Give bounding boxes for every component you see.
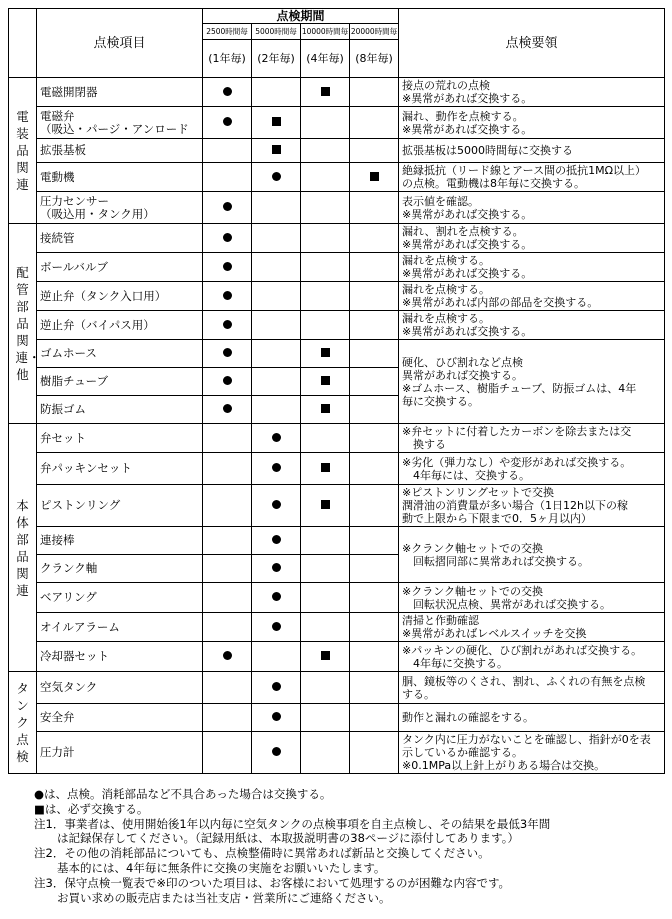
interval-cell	[350, 139, 399, 163]
interval-cell	[350, 555, 399, 583]
item-name: ピストンリング	[37, 485, 203, 527]
category-cell	[9, 224, 41, 424]
inspect-dot-icon	[272, 463, 281, 472]
inspect-dot-icon	[272, 682, 281, 691]
table-row	[9, 453, 665, 485]
interval-cell	[350, 282, 399, 311]
interval-cell	[301, 672, 350, 704]
inspection-schedule-table	[8, 8, 665, 774]
category-cell	[9, 78, 37, 224]
requirement-text: ※クランク軸セットでの交換 回転状況点検、異常があれば交換する。	[399, 583, 665, 613]
replace-square-icon	[321, 463, 330, 472]
table-row	[9, 340, 665, 368]
item-name: 逆止弁（タンク入口用）	[37, 282, 203, 311]
category-label: タンク点検	[16, 681, 29, 764]
inspect-dot-icon	[223, 348, 232, 357]
table-row	[9, 583, 665, 613]
replace-square-icon	[321, 500, 330, 509]
interval-cell	[203, 224, 252, 253]
year-8: (8年毎)	[350, 40, 399, 78]
item-name: 連接棒	[37, 527, 203, 555]
category-label: 電装品関連	[16, 109, 29, 192]
interval-20000: 20000時間毎	[350, 24, 399, 40]
item-name: 冷却器セット	[37, 642, 203, 672]
interval-cell	[301, 163, 350, 192]
table-row	[9, 732, 665, 774]
replace-square-icon	[272, 145, 281, 154]
interval-cell	[252, 613, 301, 642]
replace-square-icon	[272, 117, 281, 126]
inspect-dot-icon	[272, 535, 281, 544]
interval-cell	[203, 485, 252, 527]
item-name: 電磁開閉器	[37, 78, 203, 107]
interval-cell	[350, 368, 399, 396]
interval-cell	[350, 642, 399, 672]
interval-cell	[350, 396, 399, 424]
inspect-dot-icon	[272, 172, 281, 181]
requirement-text: ※クランク軸セットでの交換 回転摺同部に異常あれば交換する。	[399, 527, 665, 583]
requirement-text: 硬化、ひび割れなど点検 異常があれば交換する。 ※ゴムホース、樹脂チューブ、防振ゴムは、4年 毎に交換する。	[399, 340, 665, 424]
interval-cell	[203, 642, 252, 672]
table-row	[9, 163, 665, 192]
interval-cell	[203, 163, 252, 192]
interval-cell	[203, 78, 252, 107]
interval-cell	[203, 396, 252, 424]
item-name: 安全弁	[37, 704, 203, 732]
requirement-text: 表示値を確認。 ※異常があれば交換する。	[399, 192, 665, 224]
requirement-text: タンク内に圧力がないことを確認し、指針が0を表 示しているか確認する。 ※0.1MPa以上針上がりある場合は交換。	[399, 732, 665, 774]
inspect-dot-icon	[223, 233, 232, 242]
interval-cell	[301, 282, 350, 311]
interval-cell	[252, 78, 301, 107]
interval-cell	[350, 424, 399, 453]
table-row	[9, 485, 665, 527]
replace-square-icon	[321, 376, 330, 385]
category-cell	[9, 672, 37, 774]
interval-cell	[203, 527, 252, 555]
interval-cell	[301, 311, 350, 340]
interval-cell	[252, 192, 301, 224]
interval-cell	[252, 163, 301, 192]
table-row	[9, 253, 665, 282]
inspect-dot-icon	[223, 404, 232, 413]
table-row	[9, 139, 665, 163]
interval-5000: 5000時間毎	[252, 24, 301, 40]
category-cell	[9, 424, 37, 672]
interval-cell	[301, 396, 350, 424]
interval-cell	[350, 704, 399, 732]
replace-square-icon	[321, 87, 330, 96]
table-row	[9, 642, 665, 672]
interval-cell	[203, 253, 252, 282]
header-procedure: 点検要領	[399, 9, 665, 78]
interval-cell	[350, 583, 399, 613]
interval-cell	[203, 424, 252, 453]
interval-cell	[301, 642, 350, 672]
interval-cell	[301, 527, 350, 555]
interval-cell	[301, 139, 350, 163]
table-row	[9, 192, 665, 224]
inspect-dot-icon	[223, 291, 232, 300]
interval-cell	[350, 672, 399, 704]
inspect-dot-icon	[223, 117, 232, 126]
interval-cell	[350, 107, 399, 139]
interval-cell	[350, 78, 399, 107]
interval-cell	[203, 613, 252, 642]
interval-cell	[252, 555, 301, 583]
interval-cell	[301, 107, 350, 139]
year-2: (2年毎)	[252, 40, 301, 78]
replace-square-icon	[321, 348, 330, 357]
interval-cell	[252, 107, 301, 139]
interval-cell	[252, 732, 301, 774]
requirement-text: 絶縁抵抗（リード線とアース間の抵抗1MΩ以上） の点検。電動機は8年毎に交換する。	[399, 163, 665, 192]
table-row	[9, 672, 665, 704]
header-spacer	[9, 9, 37, 78]
inspect-dot-icon	[223, 376, 232, 385]
interval-cell	[350, 527, 399, 555]
table-row	[9, 613, 665, 642]
inspect-dot-icon	[272, 563, 281, 572]
interval-cell	[252, 672, 301, 704]
interval-cell	[203, 555, 252, 583]
replace-square-icon	[321, 404, 330, 413]
interval-cell	[203, 107, 252, 139]
item-name: 樹脂チューブ	[37, 368, 203, 396]
interval-cell	[301, 485, 350, 527]
item-name: 電磁弁 （吸込・パージ・アンロード	[37, 107, 203, 139]
item-name: 拡張基板	[37, 139, 203, 163]
interval-cell	[252, 704, 301, 732]
note-2: 注2．その他の消耗部品についても、点検整備時に異常あれば新品と交換してください。 基本的には、4年毎に無条件に交換の実施をお願いいたします。	[34, 846, 490, 875]
item-name: 空気タンク	[37, 672, 203, 704]
interval-cell	[252, 368, 301, 396]
interval-cell	[301, 340, 350, 368]
interval-cell	[301, 224, 350, 253]
interval-cell	[350, 311, 399, 340]
interval-cell	[350, 485, 399, 527]
interval-cell	[252, 224, 301, 253]
table-row	[9, 311, 665, 340]
interval-cell	[203, 368, 252, 396]
interval-cell	[350, 340, 399, 368]
item-name: 防振ゴム	[37, 396, 203, 424]
interval-cell	[252, 485, 301, 527]
note-legend-dot: ●は、点検。消耗部品など不具合あった場合は交換する。	[34, 787, 332, 801]
notes-section	[34, 787, 664, 905]
table-row	[9, 107, 665, 139]
requirement-text: 清掃と作動確認 ※異常があればレベルスイッチを交換	[399, 613, 665, 642]
requirement-text: 接点の荒れの点検 ※異常があれば交換する。	[399, 78, 665, 107]
item-name: ベアリング	[37, 583, 203, 613]
interval-cell	[301, 253, 350, 282]
interval-cell	[301, 78, 350, 107]
item-name: 電動機	[37, 163, 203, 192]
interval-cell	[203, 192, 252, 224]
interval-cell	[203, 311, 252, 340]
interval-cell	[203, 732, 252, 774]
header-item: 点検項目	[37, 9, 203, 78]
year-1: (1年毎)	[203, 40, 252, 78]
replace-square-icon	[370, 172, 379, 181]
interval-cell	[252, 424, 301, 453]
table-row	[9, 424, 665, 453]
interval-cell	[350, 163, 399, 192]
header-period: 点検期間	[203, 9, 399, 24]
inspect-dot-icon	[223, 202, 232, 211]
requirement-text: 漏れを点検する。 ※異常があれば交換する。	[399, 253, 665, 282]
category-label: 配管部品関連・他	[15, 265, 41, 382]
interval-cell	[203, 139, 252, 163]
table-row	[9, 78, 665, 107]
inspect-dot-icon	[223, 87, 232, 96]
replace-square-icon	[321, 651, 330, 660]
category-label: 本体部品関連	[16, 497, 29, 598]
table-row	[9, 704, 665, 732]
note-3: 注3．保守点検一覧表で※印のついた項目は、お客様において処理するのが困難な内容です。 お買い求めの販売店または当社支店・営業所にご連絡ください。	[34, 875, 511, 905]
inspect-dot-icon	[272, 592, 281, 601]
table-row	[9, 282, 665, 311]
interval-2500: 2500時間毎	[203, 24, 252, 40]
interval-cell	[252, 253, 301, 282]
interval-cell	[301, 613, 350, 642]
inspect-dot-icon	[272, 433, 281, 442]
inspect-dot-icon	[272, 747, 281, 756]
interval-cell	[203, 704, 252, 732]
requirement-text: 拡張基板は5000時間毎に交換する	[399, 139, 665, 163]
requirement-text: 漏れ、割れを点検する。 ※異常があれば交換する。	[399, 224, 665, 253]
table-row	[9, 224, 665, 253]
interval-cell	[301, 453, 350, 485]
interval-cell	[203, 583, 252, 613]
interval-cell	[350, 192, 399, 224]
item-name: 圧力計	[37, 732, 203, 774]
interval-cell	[350, 453, 399, 485]
interval-cell	[350, 613, 399, 642]
requirement-text: ※ピストンリングセットで交換 潤滑油の消費量が多い場合（1日12h以下の稼 動で上限から下限まで0．5ヶ月以内）	[399, 485, 665, 527]
interval-cell	[301, 192, 350, 224]
note-1: 注1．事業者は、使用開始後1年以内毎に空気タンクの点検事項を自主点検し、その結果を最低3年間 は記録保存してください。（記録用紙は、本取扱説明書の38ページに添付してあります。）	[34, 816, 551, 846]
inspect-dot-icon	[223, 262, 232, 271]
requirement-text: 漏れを点検する。 ※異常があれば内部の部品を交換する。	[399, 282, 665, 311]
item-name: 弁パッキンセット	[37, 453, 203, 485]
interval-cell	[252, 583, 301, 613]
interval-cell	[301, 704, 350, 732]
requirement-text: 動作と漏れの確認をする。	[399, 704, 665, 732]
interval-10000: 10000時間毎	[301, 24, 350, 40]
interval-cell	[301, 732, 350, 774]
item-name: オイルアラーム	[37, 613, 203, 642]
interval-cell	[350, 224, 399, 253]
requirement-text: ※弁セットに付着したカーボンを除去または交 換する	[399, 424, 665, 453]
item-name: 弁セット	[37, 424, 203, 453]
item-name: 逆止弁（バイパス用）	[37, 311, 203, 340]
interval-cell	[301, 555, 350, 583]
inspect-dot-icon	[272, 712, 281, 721]
interval-cell	[203, 340, 252, 368]
interval-cell	[252, 311, 301, 340]
interval-cell	[252, 527, 301, 555]
table-row	[9, 527, 665, 555]
item-name: 圧力センサー （吸込用・タンク用）	[37, 192, 203, 224]
inspect-dot-icon	[272, 622, 281, 631]
interval-cell	[203, 282, 252, 311]
inspect-dot-icon	[223, 320, 232, 329]
item-name: ボールバルブ	[37, 253, 203, 282]
interval-cell	[252, 282, 301, 311]
interval-cell	[203, 453, 252, 485]
inspection-table-container	[8, 8, 664, 774]
requirement-text: ※パッキンの硬化、ひび割れがあれば交換する。 4年毎に交換する。	[399, 642, 665, 672]
inspect-dot-icon	[272, 500, 281, 509]
interval-cell	[252, 396, 301, 424]
interval-cell	[252, 139, 301, 163]
note-legend-square: ■は、必ず交換する。	[34, 801, 149, 816]
interval-cell	[252, 340, 301, 368]
requirement-text: 漏れ、動作を点検する。 ※異常があれば交換する。	[399, 107, 665, 139]
requirement-text: 胴、鏡板等のくされ、割れ、ふくれの有無を点検 する。	[399, 672, 665, 704]
interval-cell	[203, 672, 252, 704]
item-name: 接続管	[37, 224, 203, 253]
interval-cell	[252, 453, 301, 485]
requirement-text: 漏れを点検する。 ※異常があれば交換する。	[399, 311, 665, 340]
item-name: ゴムホース	[37, 340, 203, 368]
interval-cell	[301, 368, 350, 396]
interval-cell	[301, 583, 350, 613]
interval-cell	[350, 253, 399, 282]
table-body	[9, 78, 665, 774]
interval-cell	[252, 642, 301, 672]
year-4: (4年毎)	[301, 40, 350, 78]
interval-cell	[350, 732, 399, 774]
inspect-dot-icon	[223, 651, 232, 660]
item-name: クランク軸	[37, 555, 203, 583]
interval-cell	[301, 424, 350, 453]
requirement-text: ※劣化（弾力なし）や変形があれば交換する。 4年毎には、交換する。	[399, 453, 665, 485]
